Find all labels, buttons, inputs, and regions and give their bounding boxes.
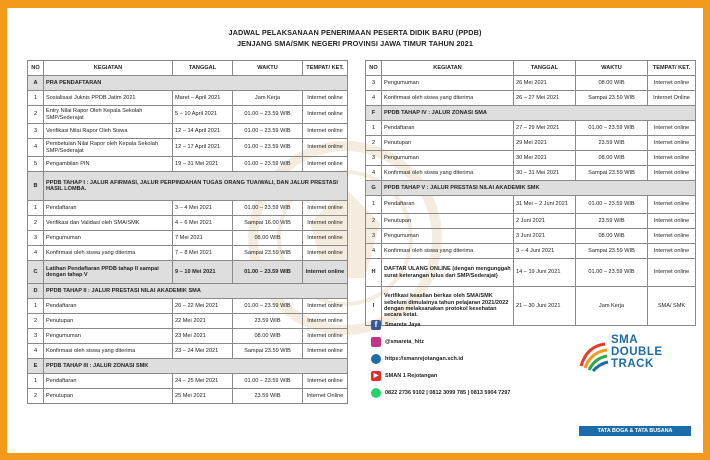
row-kegiatan: Pendaftaran [44,201,173,216]
row-waktu: 08.00 WIB [576,76,648,91]
row-no: 3 [366,76,382,91]
section-row-b [28,172,348,201]
youtube-icon: ▶ [371,371,381,381]
row-tanggal: 7 Mei 2021 [173,231,233,246]
row-kegiatan: Pengumuman [44,329,173,344]
header-tempat: TEMPAT/ KET. [648,61,696,76]
section-no: H [366,259,382,287]
row-ket: Internet online [303,314,348,329]
section-row-f [366,106,696,121]
schedule-card [7,8,703,453]
header-tanggal: TANGGAL [173,61,233,76]
row-no: 3 [28,124,44,139]
row-waktu: 23.59 WIB [233,314,303,329]
row-no: 2 [366,136,382,151]
section-row-e [28,359,348,374]
table-row [28,246,348,261]
row-waktu: Sampai 16.00 WIB [233,216,303,231]
row-ket: Internet online [648,136,696,151]
section-row-h [366,259,696,287]
row-waktu: 01.00 – 23.59 WIB [233,299,303,314]
table-row [366,121,696,136]
row-waktu: 01.00 – 23.59 WIB [233,124,303,139]
youtube-label: SMAN 1 Rejotangan [385,372,438,379]
row-tanggal: 24 – 25 Mei 2021 [173,374,233,389]
row-no: 4 [28,139,44,157]
tata-boga-badge: TATA BOGA & TATA BUSANA [579,426,691,436]
row-waktu: 08.00 WIB [576,151,648,166]
row-no: 1 [366,196,382,214]
row-tanggal: 26 – 27 Mei 2021 [514,91,576,106]
row-ket: Internet online [648,259,696,287]
row-ket: Internet online [303,106,348,124]
row-kegiatan: Verifikasi Nilai Rapor Oleh Siswa [44,124,173,139]
row-ket: Internet online [303,139,348,157]
row-kegiatan: Penutupan [44,389,173,404]
row-waktu: Sampai 23.59 WIB [233,246,303,261]
section-title: PPDB TAHAP I : JALUR AFIRMASI, JALUR PERPINDAHAN TUGAS ORANG TUA/WALI, DAN JALUR PRESTASI HASIL LOMBA. [44,172,348,201]
row-kegiatan: Pengumuman [44,231,173,246]
row-tanggal: 12 – 14 April 2021 [173,124,233,139]
row-tanggal: 27 – 29 Mei 2021 [514,121,576,136]
row-tanggal: 23 Mei 2021 [173,329,233,344]
row-ket: Internet online [303,344,348,359]
row-no: 1 [28,374,44,389]
row-kegiatan: Sosialisasi Juknis PPDB Jatim 2021 [44,91,173,106]
contact-whatsapp[interactable] [371,384,571,401]
row-waktu: Sampai 23.59 WIB [576,166,648,181]
row-no: 1 [366,121,382,136]
row-ket: Internet online [303,91,348,106]
contact-info [371,316,571,401]
row-ket: Internet online [303,216,348,231]
row-kegiatan: Entry Nilai Rapor Oleh Kepala Sekolah SMP/Sederajat [44,106,173,124]
table-row [366,196,696,214]
row-waktu: 01.00 – 23.59 WIB [233,139,303,157]
row-tanggal: 30 Mei 2021 [514,151,576,166]
row-no: 2 [28,216,44,231]
sma-double-track-logo [573,326,699,448]
row-tanggal: 21 – 30 Juni 2021 [514,287,576,326]
row-waktu: 01.00 – 23.59 WIB [576,196,648,214]
section-no: B [28,172,44,201]
row-kegiatan: Penutupan [44,314,173,329]
row-waktu: Jam Kerja [576,287,648,326]
row-ket: Internet online [303,329,348,344]
table-header-row [28,61,348,76]
row-tanggal: 12 – 17 April 2021 [173,139,233,157]
section-title: PPDB TAHAP IV : JALUR ZONASI SMA [382,106,696,121]
table-row [366,91,696,106]
row-tanggal: 29 Mei 2021 [514,136,576,151]
contact-youtube[interactable] [371,367,571,384]
logo-text [611,334,663,370]
row-ket: Internet online [303,157,348,172]
row-ket: Internet online [648,166,696,181]
row-ket: Internet online [648,244,696,259]
row-tanggal: 30 – 31 Mei 2021 [514,166,576,181]
whatsapp-icon [371,388,381,398]
globe-icon [371,354,381,364]
section-title: Latihan Pendaftaran PPDB tahap II sampai dengan tahap V [44,261,173,284]
instagram-icon [371,337,381,347]
row-kegiatan: Pengumuman [382,229,514,244]
table-row [366,151,696,166]
row-ket: Internet Online [648,91,696,106]
table-row [28,91,348,106]
row-kegiatan: Pengumuman [382,76,514,91]
row-no: 5 [28,157,44,172]
section-title: PRA PENDAFTARAN [44,76,348,91]
row-ket: Internet online [648,214,696,229]
section-no: I [366,287,382,326]
row-waktu: 23.59 WIB [233,389,303,404]
row-waktu: 23.59 WIB [576,136,648,151]
table-row [28,106,348,124]
table-row [28,374,348,389]
row-no: 1 [28,299,44,314]
facebook-icon: f [371,320,381,330]
section-row-g [366,181,696,196]
website-label: https://smanrejotangan.sch.id [385,355,464,362]
section-no: F [366,106,382,121]
header-kegiatan: KEGIATAN [44,61,173,76]
section-row-c [28,261,348,284]
row-no: 3 [28,231,44,246]
row-tanggal: 14 – 19 Juni 2021 [514,259,576,287]
row-ket: Internet online [303,299,348,314]
row-tanggal: 19 – 31 Mei 2021 [173,157,233,172]
section-title: PPDB TAHAP III : JALUR ZONASI SMK [44,359,348,374]
section-title: PPDB TAHAP II : JALUR PRESTASI NILAI AKADEMIK SMA [44,284,348,299]
double-track-emblem-icon [577,340,609,372]
row-kegiatan: Konfirmasi oleh siswa yang diterima [44,344,173,359]
row-ket: Internet online [303,201,348,216]
row-ket: Internet online [303,374,348,389]
row-no: 3 [28,329,44,344]
row-kegiatan: Pengambilan PIN [44,157,173,172]
row-waktu: 01.00 – 23.59 WIB [233,106,303,124]
header-tanggal: TANGGAL [514,61,576,76]
table-row [28,344,348,359]
row-tanggal: 23 – 24 Mei 2021 [173,344,233,359]
row-kegiatan: Verifikasi dan Validasi oleh SMA/SMK [44,216,173,231]
row-no: 2 [28,314,44,329]
section-row-d [28,284,348,299]
instagram-label: @smareta_hitz [385,338,424,345]
row-kegiatan: Pendaftaran [44,299,173,314]
row-kegiatan: Pengumuman [382,151,514,166]
table-row [28,231,348,246]
row-ket: Internet online [303,261,348,284]
section-row-a [28,76,348,91]
header-waktu: WAKTU [576,61,648,76]
section-title: Verifikasi keaslian berkas oleh SMA/SMK sebelum dimulainya tahun pelajaran 2021/2022 dengan melaksanakan protokol kesehatan secara ketat. [382,287,514,326]
row-ket: SMA/ SMK [648,287,696,326]
row-ket: Internet online [648,151,696,166]
section-no: D [28,284,44,299]
row-tanggal: Maret – April 2021 [173,91,233,106]
row-tanggal: 3 – 4 Juni 2021 [514,244,576,259]
row-tanggal: 22 Mei 2021 [173,314,233,329]
row-tanggal: 31 Mei – 2 Juni 2021 [514,196,576,214]
row-waktu: 08.00 WIB [233,329,303,344]
row-tanggal: 7 – 8 Mei 2021 [173,246,233,261]
row-no: 4 [366,244,382,259]
row-tanggal: 4 – 6 Mei 2021 [173,216,233,231]
row-kegiatan: Konfirmasi oleh siswa yang diterima [382,244,514,259]
row-no: 3 [366,151,382,166]
section-no: A [28,76,44,91]
row-kegiatan: Pendaftaran [382,121,514,136]
row-kegiatan: Konfirmasi oleh siswa yang diterima [44,246,173,261]
table-row [28,157,348,172]
row-no: 4 [366,166,382,181]
facebook-label: Smareta Jaya [385,321,421,328]
row-kegiatan: Konfirmasi oleh siswa yang diterima [382,166,514,181]
header-kegiatan: KEGIATAN [382,61,514,76]
row-waktu: 01.00 – 23.59 WIB [233,157,303,172]
row-waktu: 01.00 – 23.59 WIB [576,259,648,287]
row-ket: Internet Online [303,389,348,404]
header-no: NO [28,61,44,76]
header-no: NO [366,61,382,76]
row-no: 1 [28,91,44,106]
contact-instagram[interactable] [371,333,571,350]
table-row [28,139,348,157]
row-tanggal: 26 Mei 2021 [514,76,576,91]
schedule-table-right [365,60,696,326]
row-waktu: 08.00 WIB [576,229,648,244]
row-waktu: Sampai 23.59 WIB [233,344,303,359]
table-row [366,76,696,91]
table-row [28,124,348,139]
row-waktu: 01.00 – 23.59 WIB [233,201,303,216]
row-waktu: 08.00 WIB [233,231,303,246]
contact-facebook[interactable] [371,316,571,333]
row-no: 3 [366,229,382,244]
row-tanggal: 3 – 4 Mei 2021 [173,201,233,216]
row-waktu: Sampai 23.59 WIB [576,91,648,106]
row-no: 4 [28,344,44,359]
row-ket: Internet online [648,229,696,244]
table-row [28,201,348,216]
row-waktu: Jam Kerja [233,91,303,106]
table-row [366,244,696,259]
contact-website[interactable] [371,350,571,367]
table-row [366,214,696,229]
row-ket: Internet online [648,76,696,91]
row-no: 2 [28,106,44,124]
section-no: G [366,181,382,196]
table-row [28,299,348,314]
row-kegiatan: Penutupan [382,214,514,229]
row-ket: Internet online [648,121,696,136]
header-tempat: TEMPAT/ KET. [303,61,348,76]
row-waktu: 23.59 WIB [576,214,648,229]
section-no: E [28,359,44,374]
table-row [28,314,348,329]
row-tanggal: 9 – 10 Mei 2021 [173,261,233,284]
row-kegiatan: Pembetulan Nilai Rapor oleh Kepala Sekolah SMP/Sederajat [44,139,173,157]
section-title: PPDB TAHAP V : JALUR PRESTASI NILAI AKADEMIK SMK [382,181,696,196]
row-tanggal: 2 Juni 2021 [514,214,576,229]
row-tanggal: 3 Juni 2021 [514,229,576,244]
row-tanggal: 20 – 22 Mei 2021 [173,299,233,314]
row-kegiatan: Pendaftaran [382,196,514,214]
title-line-1: JADWAL PELAKSANAAN PENERIMAAN PESERTA DIDIK BARU (PPDB) [228,28,482,37]
row-kegiatan: Konfirmasi oleh siswa yang diterima [382,91,514,106]
row-tanggal: 25 Mei 2021 [173,389,233,404]
row-ket: Internet online [303,246,348,261]
table-header-row [366,61,696,76]
table-row [366,136,696,151]
row-waktu: 01.00 – 23.59 WIB [233,374,303,389]
schedule-table-left [27,60,348,404]
logo-line-3: TRACK [611,358,654,370]
row-no: 4 [366,91,382,106]
row-no: 2 [366,214,382,229]
phone-numbers: 0822 2736 9102 | 0812 3099 785 | 0813 5904 7297 [385,389,511,396]
row-ket: Internet online [303,231,348,246]
title-line-2: JENJANG SMA/SMK NEGERI PROVINSI JAWA TIMUR TAHUN 2021 [237,39,473,48]
table-row [28,389,348,404]
table-row [28,216,348,231]
row-no: 4 [28,246,44,261]
row-no: 2 [28,389,44,404]
row-kegiatan: Penutupan [382,136,514,151]
row-ket: Internet online [303,124,348,139]
table-row [366,229,696,244]
logo-line-2: DOUBLE [611,346,663,358]
table-row [366,166,696,181]
table-row [28,329,348,344]
header-waktu: WAKTU [233,61,303,76]
section-title: DAFTAR ULANG ONLINE (dengan mengunggah surat keterangan lulus dari SMP/Sederajat) [382,259,514,287]
row-tanggal: 5 – 10 April 2021 [173,106,233,124]
row-waktu: Sampai 23.59 WIB [576,244,648,259]
row-kegiatan: Pendaftaran [44,374,173,389]
row-waktu: 01.00 – 23.59 WIB [233,261,303,284]
logo-line-1: SMA [611,334,639,346]
section-no: C [28,261,44,284]
row-ket: Internet online [648,196,696,214]
row-waktu: 01.00 – 23.59 WIB [576,121,648,136]
row-no: 1 [28,201,44,216]
